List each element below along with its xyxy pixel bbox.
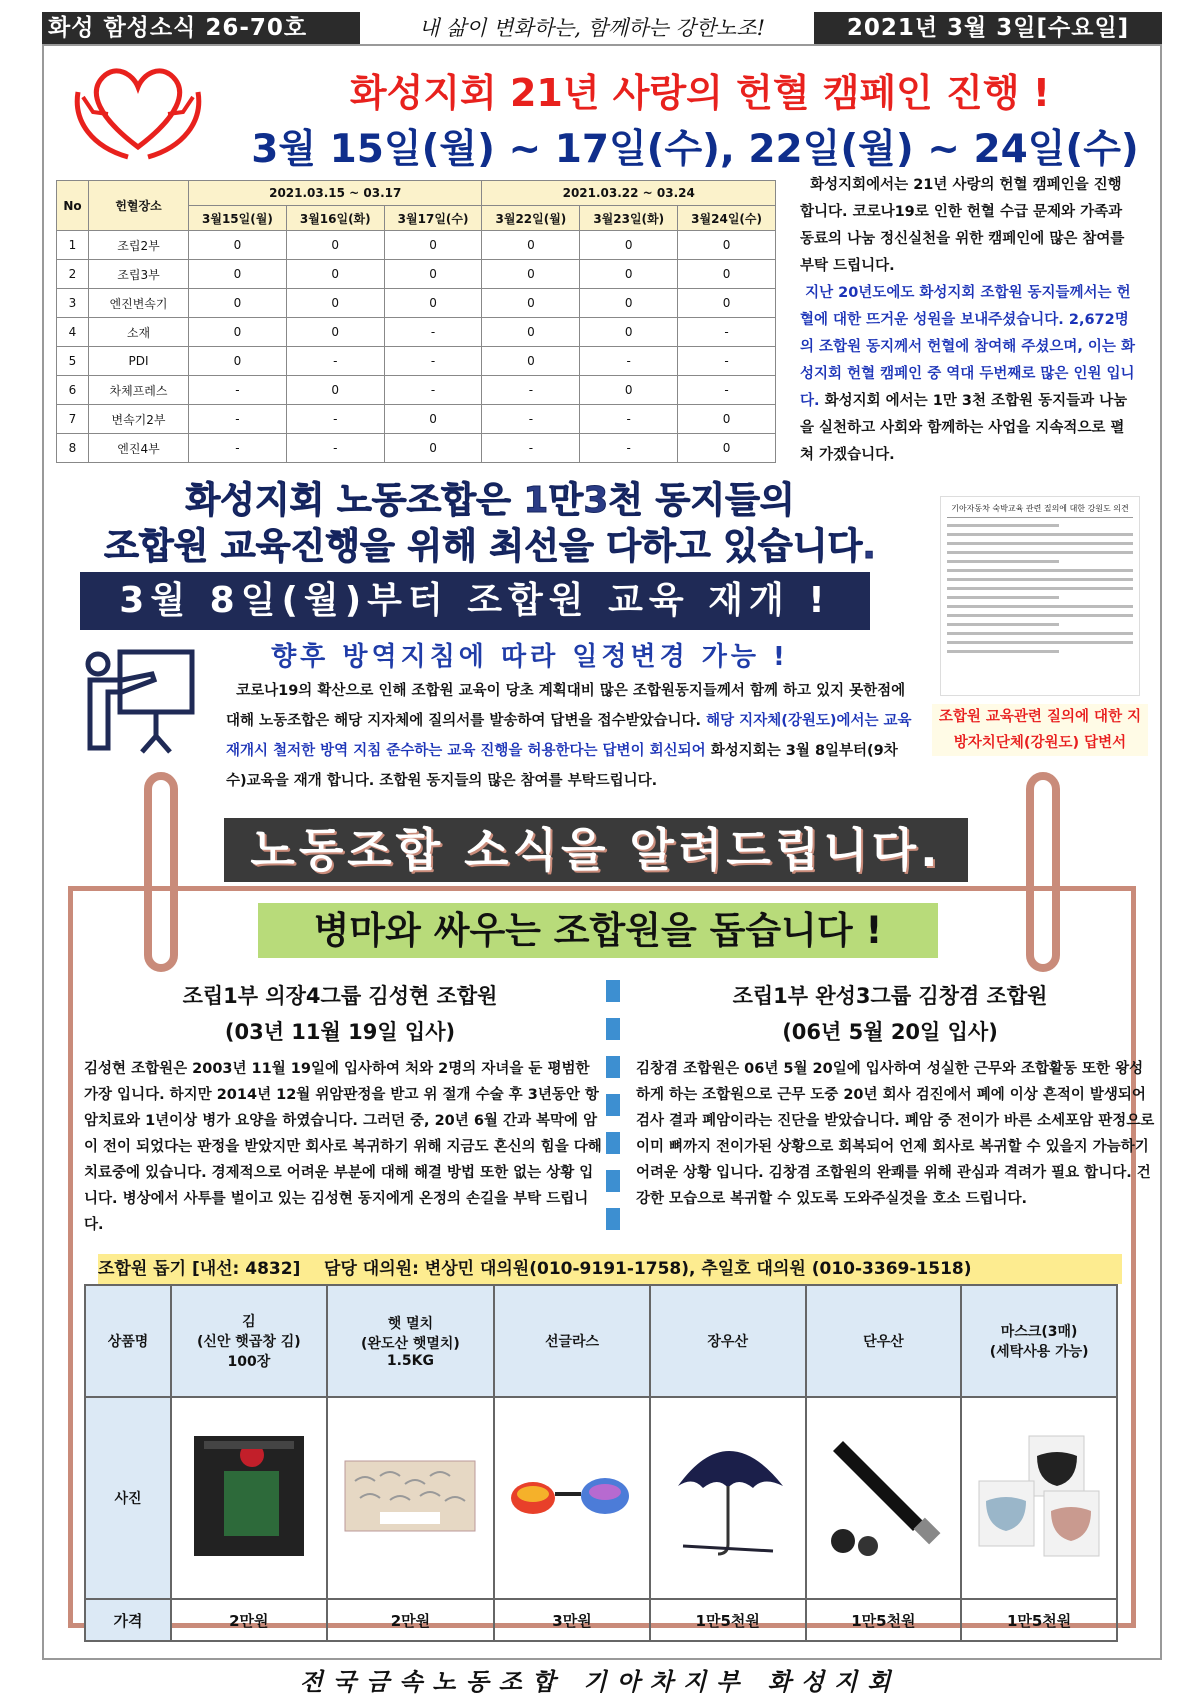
product-name: 단우산	[806, 1285, 962, 1397]
document-caption: 조합원 교육관련 질의에 대한 지방자치단체(강원도) 답변서	[932, 704, 1148, 756]
product-name: 선글라스	[494, 1285, 650, 1397]
education-subtitle: 향후 방역지침에 따라 일정변경 가능 !	[271, 642, 789, 672]
donation-cell: 0	[189, 289, 287, 318]
donation-cell: 0	[580, 376, 678, 405]
education-headline-2: 조합원 교육진행을 위해 최선을 다하고 있습니다.	[104, 526, 876, 567]
row-no: 7	[57, 405, 89, 434]
campaign-title: 화성지회 21년 사랑의 헌혈 캠페인 진행 !	[349, 71, 1051, 115]
long-umbrella-photo	[650, 1397, 806, 1599]
day-header: 3월24일(수)	[678, 206, 776, 231]
product-price: 3만원	[494, 1599, 650, 1641]
donation-cell: 0	[189, 318, 287, 347]
row-place: 변속기2부	[89, 405, 189, 434]
divider-dash	[606, 1094, 620, 1116]
heart-hands-icon	[58, 52, 218, 162]
person-2-join-date: (06년 5월 20일 입사)	[782, 1020, 998, 1044]
header-slogan: 내 삶이 변화하는, 함께하는 강한노조!	[418, 16, 766, 40]
donation-cell: 0	[384, 260, 482, 289]
donation-cell: -	[580, 434, 678, 463]
donation-cell: 0	[384, 434, 482, 463]
donation-cell: 0	[286, 260, 384, 289]
table-row	[57, 347, 776, 376]
donation-cell: 0	[189, 231, 287, 260]
col-no: No	[57, 181, 89, 231]
donation-cell: -	[286, 434, 384, 463]
donation-cell: -	[678, 318, 776, 347]
folding-umbrella-photo	[806, 1397, 962, 1599]
row-no: 3	[57, 289, 89, 318]
divider-dash	[606, 1056, 620, 1078]
donation-cell: 0	[482, 231, 580, 260]
table-row	[57, 434, 776, 463]
label-product-name: 상품명	[85, 1285, 171, 1397]
person-2-name: 조립1부 완성3그룹 김창겸 조합원	[732, 984, 1048, 1008]
divider-dash	[606, 1132, 620, 1154]
divider-dash	[606, 980, 620, 1002]
day-header: 3월15일(월)	[189, 206, 287, 231]
campaign-text-2: 지난 20년도에도 화성지회 조합원 동지들께서는 헌혈에 대한 뜨거운 성원을 보내주셨습니다. 2,672명의 조합원 동지께서 헌혈에 참여해 주셨으며, 이는 화성지회 헌혈 캠페인 중 역대 두번째로 많은 인원 입니다.	[800, 285, 1135, 409]
period-2: 2021.03.22 ~ 03.24	[482, 181, 776, 206]
issue-number: 화성 함성소식 26-70호	[42, 12, 360, 44]
row-no: 5	[57, 347, 89, 376]
education-headline-1: 화성지회 노동조합은 1만3천 동지들의	[185, 480, 795, 521]
mask-photo	[961, 1397, 1117, 1599]
donation-cell: -	[189, 405, 287, 434]
donation-cell: 0	[482, 289, 580, 318]
row-place: PDI	[89, 347, 189, 376]
donation-cell: 0	[580, 231, 678, 260]
person-1-story: 김성현 조합원은 2003년 11월 19일에 입사하여 처와 2명의 자녀을 둔 평범한 가장 입니다. 하지만 2014년 12월 위암판정을 받고 위 절개 수술 후 3년동안 항암치료와 1년이상 병가 요양을 하였습니다. 그러던 중, 20년 6월 간과 복막에 암이 전이 되었다는 판정을 받았지만 회사로 복귀하기 위해 지금도 혼신의 힘을 다해 치료중에 있습니다. 경제적으로 어려운 부분에 대해 해결 방법 또한 없는 상황 입니다. 병상에서 사투를 벌이고 있는 김성현 동지에게 온정의 손길을 부탁 드립니다.	[84, 1061, 602, 1233]
header-band	[42, 12, 1162, 46]
product-name: 장우산	[650, 1285, 806, 1397]
donation-cell: -	[384, 347, 482, 376]
donation-cell: 0	[580, 289, 678, 318]
day-header: 3월22일(월)	[482, 206, 580, 231]
donation-cell: 0	[678, 289, 776, 318]
product-price: 2만원	[171, 1599, 327, 1641]
support-contact-text: 조합원 돕기 [내선: 4832] 담당 대의원: 변상민 대의원(010-9191-1758), 추일호 대의원 (010-3369-1518)	[98, 1259, 972, 1279]
product-name: 햇 멸치 (완도산 햇멸치) 1.5KG	[327, 1285, 494, 1397]
donation-cell: 0	[286, 376, 384, 405]
day-header: 3월17일(수)	[384, 206, 482, 231]
col-place: 헌혈장소	[89, 181, 189, 231]
product-price: 2만원	[327, 1599, 494, 1641]
education-body-2: 해당 지자체(강원도)에서는 교육 재개시 철저한 방역 지침 준수하는 교육 진행을 허용한다는 답변이 회신되어	[226, 713, 912, 759]
donation-cell: 0	[286, 318, 384, 347]
row-place: 엔진변속기	[89, 289, 189, 318]
donation-cell: 0	[286, 231, 384, 260]
product-price: 1만5천원	[961, 1599, 1117, 1641]
blood-donation-table	[56, 180, 776, 463]
divider-dash	[606, 1018, 620, 1040]
product-price: 1만5천원	[650, 1599, 806, 1641]
donation-cell: 0	[384, 405, 482, 434]
donation-cell: 0	[482, 347, 580, 376]
seaweed-photo	[171, 1397, 327, 1599]
donation-cell: -	[482, 434, 580, 463]
education-body-1: 코로나19의 확산으로 인해 조합원 교육이 당초 계획대비 많은 조합원동지들께서 함께 하고 있지 못한점에 대해 노동조합은 해당 지자체에 질의서를 발송하여 답변을 접수받았습니다.	[226, 683, 906, 729]
anchovy-photo	[327, 1397, 494, 1599]
news-title: 병마와 싸우는 조합원을 돕습니다 !	[258, 903, 938, 958]
row-no: 2	[57, 260, 89, 289]
product-price: 1만5천원	[806, 1599, 962, 1641]
donation-cell: -	[678, 376, 776, 405]
row-no: 1	[57, 231, 89, 260]
donation-cell: -	[678, 347, 776, 376]
donation-cell: 0	[580, 260, 678, 289]
donation-cell: 0	[482, 318, 580, 347]
donation-cell: 0	[678, 260, 776, 289]
campaign-dates: 3월 15일(월) ~ 17일(수), 22일(월) ~ 24일(수)	[251, 127, 1139, 172]
footer-union-name: 전국금속노동조합 기아차지부 화성지회	[299, 1667, 901, 1696]
donation-cell: -	[286, 347, 384, 376]
response-document	[940, 496, 1140, 696]
row-place: 엔진4부	[89, 434, 189, 463]
day-header: 3월23일(화)	[580, 206, 678, 231]
row-place: 차체프레스	[89, 376, 189, 405]
divider-dash	[606, 1170, 620, 1192]
donation-cell: -	[384, 376, 482, 405]
table-row	[57, 318, 776, 347]
person-1-join-date: (03년 11월 19일 입사)	[224, 1020, 456, 1044]
day-header: 3월16일(화)	[286, 206, 384, 231]
education-body	[226, 676, 914, 796]
row-no: 4	[57, 318, 89, 347]
donation-cell: -	[286, 405, 384, 434]
donation-cell: 0	[678, 434, 776, 463]
period-1: 2021.03.15 ~ 03.17	[189, 181, 482, 206]
news-banner: 노동조합 소식을 알려드립니다.	[224, 818, 968, 882]
row-place: 조립2부	[89, 231, 189, 260]
document-title: 기아자동차 숙박교육 관련 질의에 대한 강원도 의견	[947, 503, 1133, 518]
donation-cell: -	[189, 434, 287, 463]
campaign-text	[800, 172, 1138, 469]
table-row	[57, 405, 776, 434]
table-row	[57, 260, 776, 289]
campaign-text-1: 화성지회에서는 21년 사랑의 헌혈 캠페인을 진행 합니다. 코로나19로 인한 헌혈 수급 문제와 가족과 동료의 나눔 정신실천을 위한 캠페인에 많은 참여를 부탁 드립니다.	[800, 177, 1125, 274]
label-price: 가격	[85, 1599, 171, 1641]
donation-cell: 0	[678, 231, 776, 260]
donation-cell: -	[482, 376, 580, 405]
row-no: 8	[57, 434, 89, 463]
donation-cell: 0	[482, 260, 580, 289]
table-row	[57, 376, 776, 405]
donation-cell: 0	[189, 260, 287, 289]
product-name: 마스크(3매) (세탁사용 가능)	[961, 1285, 1117, 1397]
donation-cell: 0	[189, 347, 287, 376]
education-headline	[60, 478, 920, 570]
person-1-name: 조립1부 의장4그룹 김성현 조합원	[182, 984, 498, 1008]
row-place: 소재	[89, 318, 189, 347]
row-place: 조립3부	[89, 260, 189, 289]
teacher-board-icon	[82, 648, 202, 758]
donation-cell: 0	[678, 405, 776, 434]
donation-cell: -	[189, 376, 287, 405]
issue-date: 2021년 3월 3일[수요일]	[814, 12, 1162, 44]
donation-cell: 0	[384, 289, 482, 318]
goods-table	[84, 1284, 1118, 1642]
sunglasses-photo	[494, 1397, 650, 1599]
donation-cell: -	[384, 318, 482, 347]
donation-cell: -	[580, 347, 678, 376]
table-row	[57, 231, 776, 260]
support-contact	[98, 1254, 1122, 1284]
person-2-story: 김창겸 조합원은 06년 5월 20일에 입사하여 성실한 근무와 조합활동 또한 왕성하게 하는 조합원으로 근무 도중 20년 회사 검진에서 폐에 이상 흔적이 발생되어 검사 결과 폐암이라는 진단을 받았습니다. 폐암 중 전이가 바른 소세포암 판정으로 이미 뼈까지 전이가된 상황으로 회복되어 언제 회사로 복귀할 수 있을지 가늠하기 어려운 상황 입니다. 김창겸 조합원의 완쾌를 위해 관심과 격려가 필요 합니다. 건강한 모습으로 복귀할 수 있도록 도와주실것을 호소 드립니다.	[636, 1061, 1155, 1207]
label-photo: 사진	[85, 1397, 171, 1599]
donation-cell: 0	[286, 289, 384, 318]
divider-dash	[606, 1208, 620, 1230]
donation-cell: 0	[384, 231, 482, 260]
table-row	[57, 289, 776, 318]
product-name: 김 (신안 햇곱창 김) 100장	[171, 1285, 327, 1397]
donation-cell: -	[482, 405, 580, 434]
education-body-3: 화성지회는 3월 8일부터(9차수)교육을 재개 합니다. 조합원 동지들의 많은 참여를 부탁드립니다.	[226, 743, 898, 789]
education-resume-banner: 3월 8일(월)부터 조합원 교육 재개 !	[80, 572, 870, 630]
donation-cell: -	[580, 405, 678, 434]
campaign-text-3: 화성지회 에서는 1만 3천 조합원 동지들과 나눔을 실천하고 사회와 함께하는 사업을 지속적으로 펼쳐 가겠습니다.	[800, 393, 1128, 463]
donation-cell: 0	[580, 318, 678, 347]
row-no: 6	[57, 376, 89, 405]
